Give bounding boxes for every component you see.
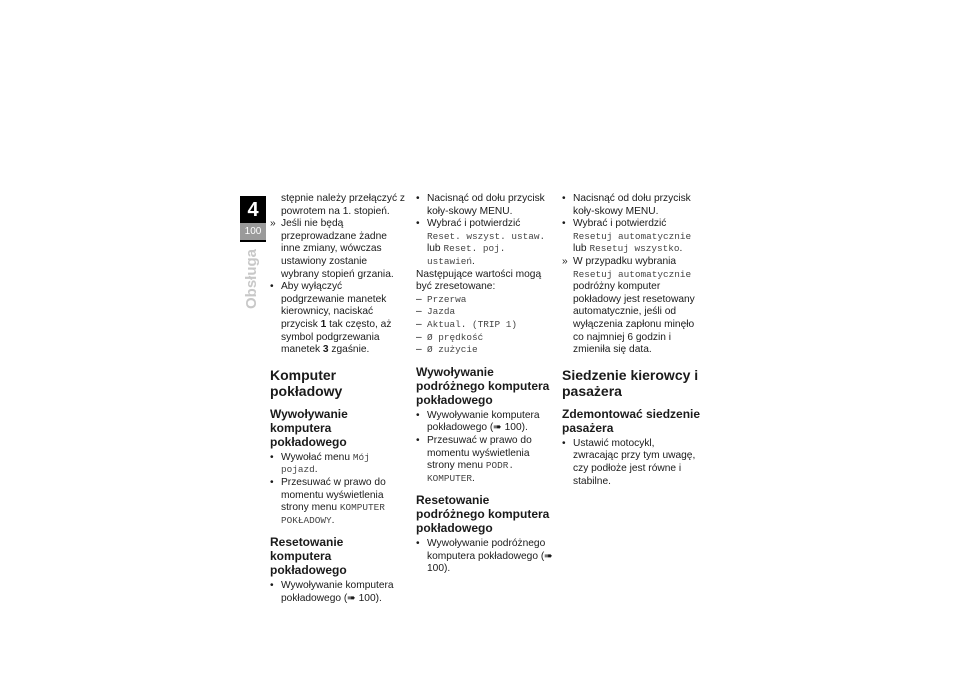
bullet: • (416, 434, 420, 446)
text: . (679, 243, 683, 255)
bullet: • (562, 218, 566, 230)
result-item (270, 218, 406, 281)
text: Wybrać i potwierdzić (427, 218, 521, 230)
text: Przesuwać w prawo do momentu wyświetlenia strony menu (427, 434, 532, 472)
subsection-heading: Zdemontować siedzenie pasażera (562, 406, 701, 435)
list-item (270, 477, 406, 527)
dash-marker: – (416, 306, 422, 318)
text: podróżny komputer pokładowy jest resetowany automatycznie, jeśli od wyłączenia zapłonu minęło co najmniej 6 godzin i zmieniła się data. (573, 281, 695, 356)
text: . (331, 514, 335, 526)
subsection-heading: Wywoływanie podróżnego komputera pokładowego (416, 364, 550, 407)
menu-name: Przerwa (427, 293, 467, 305)
bullet: • (270, 281, 274, 293)
bullet: • (416, 538, 420, 550)
column-2 (416, 193, 553, 576)
text: Wywoływanie komputera pokładowego (➠ 100). (281, 580, 394, 604)
menu-name: Jazda (427, 306, 456, 318)
list-item (416, 538, 553, 576)
bullet: • (270, 451, 274, 463)
text: Nacisnąć od dołu przycisk koły-skowy MENU. (573, 193, 691, 217)
text: Aby wyłączyć podgrzewanie manetek kierownicy, naciskać przycisk (281, 281, 387, 330)
list-item (270, 452, 406, 477)
ref-number: 1 (320, 318, 327, 330)
result-item (562, 256, 702, 357)
dash-marker: – (416, 331, 422, 343)
bullet: • (416, 409, 420, 421)
menu-name: Ø zużycie (427, 344, 478, 356)
chapter-title: Obsługa (243, 248, 260, 309)
dash-item (416, 332, 553, 345)
menu-name: Mój pojazd (281, 451, 370, 476)
list-item (416, 435, 553, 485)
bullet: • (562, 437, 566, 449)
list-item (562, 438, 702, 488)
column-3 (562, 193, 702, 488)
text: Wywoływanie komputera pokładowego (➠ 100). (427, 409, 540, 434)
bullet: • (270, 580, 274, 592)
text: lub (573, 243, 590, 255)
list-item (562, 218, 702, 256)
dash-marker: – (416, 344, 422, 356)
result-marker: » (270, 218, 276, 230)
menu-name: Resetuj automatycznie (573, 268, 692, 280)
column-1 (270, 193, 406, 605)
subsection-heading: Resetowanie podróżnego komputera pokładowego (416, 493, 550, 536)
text: W przypadku wybrania (573, 255, 677, 267)
subsection-heading: Wywoływanie komputera pokładowego (270, 406, 348, 449)
list-item (270, 193, 406, 218)
menu-name: Resetuj automatycznie (573, 230, 692, 242)
paragraph: Następujące wartości mogą być zresetowane: (416, 268, 542, 293)
bullet: • (416, 218, 420, 230)
text: . (314, 464, 318, 476)
page-number: 100 (240, 223, 266, 240)
dash-item (416, 319, 553, 332)
text: Nacisnąć od dołu przycisk koły-skowy MENU. (427, 193, 545, 217)
chapter-number: 4 (247, 199, 259, 221)
list-item (270, 580, 406, 605)
dash-item (416, 294, 553, 307)
list-item (270, 281, 406, 357)
result-marker: » (562, 255, 568, 267)
text: Wywoływanie podróżnego komputera pokładowego (➠ 100). (427, 538, 553, 575)
chapter-tab (240, 196, 266, 242)
section-heading: Komputer pokładowy (270, 366, 343, 399)
bullet: • (416, 193, 420, 204)
text: Wywołać menu (281, 451, 353, 463)
dash-item (416, 344, 553, 357)
list-item (562, 193, 702, 218)
text: tak często, aż symbol podgrzewania manetek (281, 318, 392, 356)
text: stępnie należy przełączyć z powrotem na 1. stopień. (281, 193, 406, 217)
text: . (472, 255, 475, 267)
list-item (416, 193, 553, 218)
text: zgaśnie. (328, 344, 370, 356)
menu-name: Aktual. (TRIP 1) (427, 318, 518, 330)
menu-name: Ø prędkość (427, 331, 484, 343)
bullet: • (270, 476, 274, 488)
menu-name: PODR. KOMPUTER (427, 460, 515, 484)
menu-name: Reset. poj. ustawień (427, 243, 506, 267)
list-item (416, 218, 553, 268)
subsection-heading: Resetowanie komputera pokładowego (270, 535, 347, 578)
dash-item (416, 306, 553, 319)
text: Jeśli nie będą przeprowadzane żadne inne zmiany, wówczas ustawiony zostanie wybrany stopień grzania. (281, 218, 394, 280)
text: Wybrać i potwierdzić (573, 218, 667, 230)
list-item (416, 410, 553, 435)
ref-number: 3 (322, 344, 329, 356)
text: . (472, 472, 475, 484)
section-heading: Siedzenie kierowcy i pasażera (562, 366, 699, 399)
menu-name: Reset. wszyst. ustaw. (427, 230, 546, 242)
bullet: • (562, 193, 566, 204)
dash-marker: – (416, 318, 422, 330)
dash-marker: – (416, 293, 422, 305)
menu-name: Resetuj wszystko (589, 243, 680, 255)
text: Przesuwać w prawo do momentu wyświetlenia strony menu (281, 476, 386, 514)
menu-name: KOMPUTER POKŁADOWY (281, 502, 385, 526)
text: lub (427, 243, 444, 255)
text: Ustawić motocykl, zwracając przy tym uwagę, czy podłoże jest równe i stabilne. (573, 437, 696, 487)
